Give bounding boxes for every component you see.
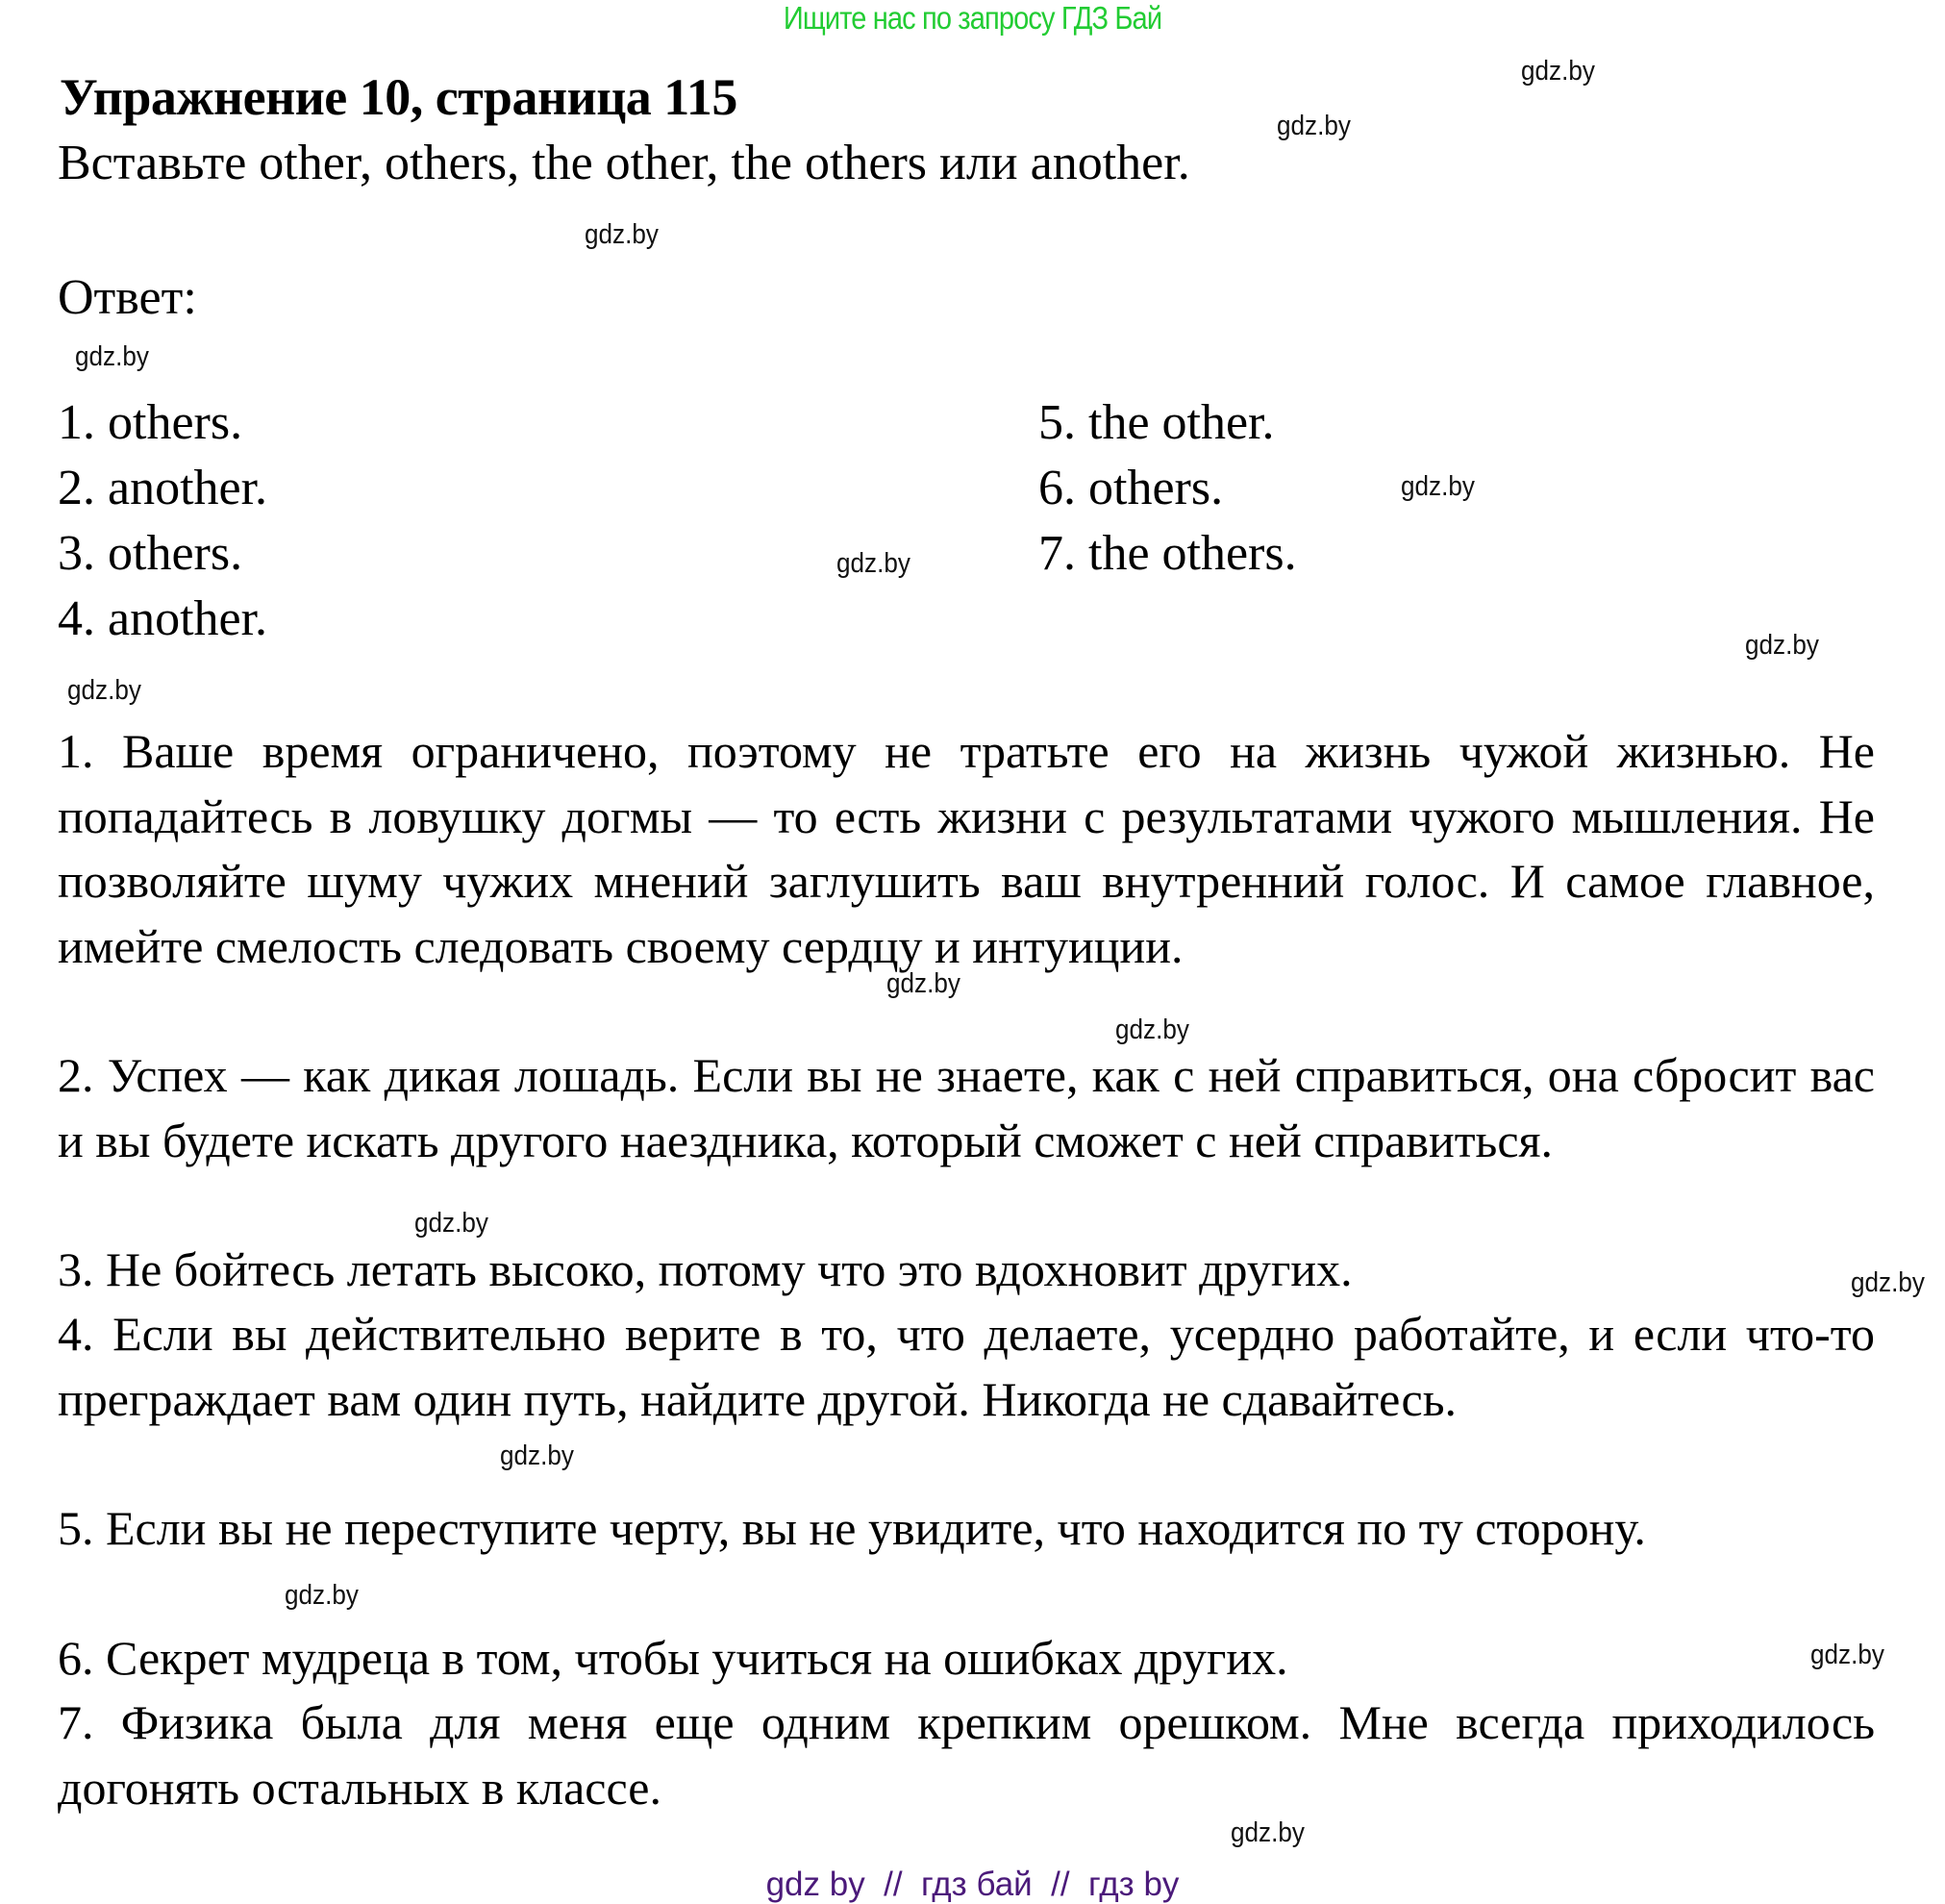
- watermark: gdz.by: [285, 1580, 359, 1611]
- answer-item: 2. another.: [58, 461, 268, 515]
- translation-paragraph: 5. Если вы не переступите черту, вы не увидите, что находится по ту сторону.: [58, 1501, 1646, 1555]
- watermark: gdz.by: [585, 219, 659, 250]
- translation-paragraph: 2. Успех — как дикая лошадь. Если вы не знаете, как с ней справиться, она сбросит вас и вы будете искать другого наездника, который сможет с ней справиться.: [58, 1048, 1875, 1167]
- answer-label: Ответ:: [58, 270, 197, 325]
- watermark: gdz.by: [67, 675, 141, 706]
- translation-paragraph: 7. Физика была для меня еще одним крепким орешком. Мне всегда приходилось догонять остальных в классе.: [58, 1695, 1875, 1815]
- search-banner: Ищите нас по запросу ГДЗ Бай: [783, 0, 1162, 36]
- translation-paragraph: 3. Не бойтесь летать высоко, потому что это вдохновит других.: [58, 1242, 1353, 1296]
- watermark: gdz.by: [1277, 111, 1351, 141]
- watermark: gdz.by: [886, 968, 960, 999]
- translation-paragraph: 4. Если вы действительно верите в то, что делаете, усердно работайте, и если что-то преграждает вам один путь, найдите другой. Никогда не сдавайтесь.: [58, 1307, 1875, 1426]
- watermark: gdz.by: [1745, 630, 1819, 661]
- exercise-title: Упражнение 10, страница 115: [60, 68, 737, 126]
- translation-paragraph: 6. Секрет мудреца в том, чтобы учиться на ошибках других.: [58, 1631, 1288, 1685]
- footer-links: gdz by // гдз бай // гдз by: [765, 1866, 1180, 1903]
- watermark: gdz.by: [500, 1441, 574, 1471]
- translation-paragraph: 1. Ваше время ограничено, поэтому не тратьте его на жизнь чужой жизнью. Не попадайтесь в ловушку догмы — то есть жизни с результатами чужого мышления. Не позволяйте шуму чужих мнений заглушить ваш внутренний голос. И самое главное, имейте смелость следовать своему сердцу и интуиции.: [58, 724, 1875, 973]
- answer-item: 3. others.: [58, 526, 243, 581]
- answer-item: 6. others.: [1038, 461, 1224, 515]
- exercise-instruction: Вставьте other, others, the other, the others или another.: [58, 136, 1190, 190]
- answer-item: 4. another.: [58, 591, 268, 646]
- watermark: gdz.by: [75, 341, 149, 372]
- answer-item: 1. others.: [58, 395, 243, 450]
- watermark: gdz.by: [1521, 56, 1595, 87]
- watermark: gdz.by: [836, 548, 910, 579]
- answer-item: 7. the others.: [1038, 526, 1297, 581]
- watermark: gdz.by: [1231, 1817, 1305, 1848]
- watermark: gdz.by: [1810, 1640, 1884, 1670]
- watermark: gdz.by: [1115, 1015, 1189, 1045]
- watermark: gdz.by: [1851, 1267, 1925, 1298]
- answer-item: 5. the other.: [1038, 395, 1275, 450]
- watermark: gdz.by: [414, 1208, 488, 1239]
- watermark: gdz.by: [1401, 471, 1475, 502]
